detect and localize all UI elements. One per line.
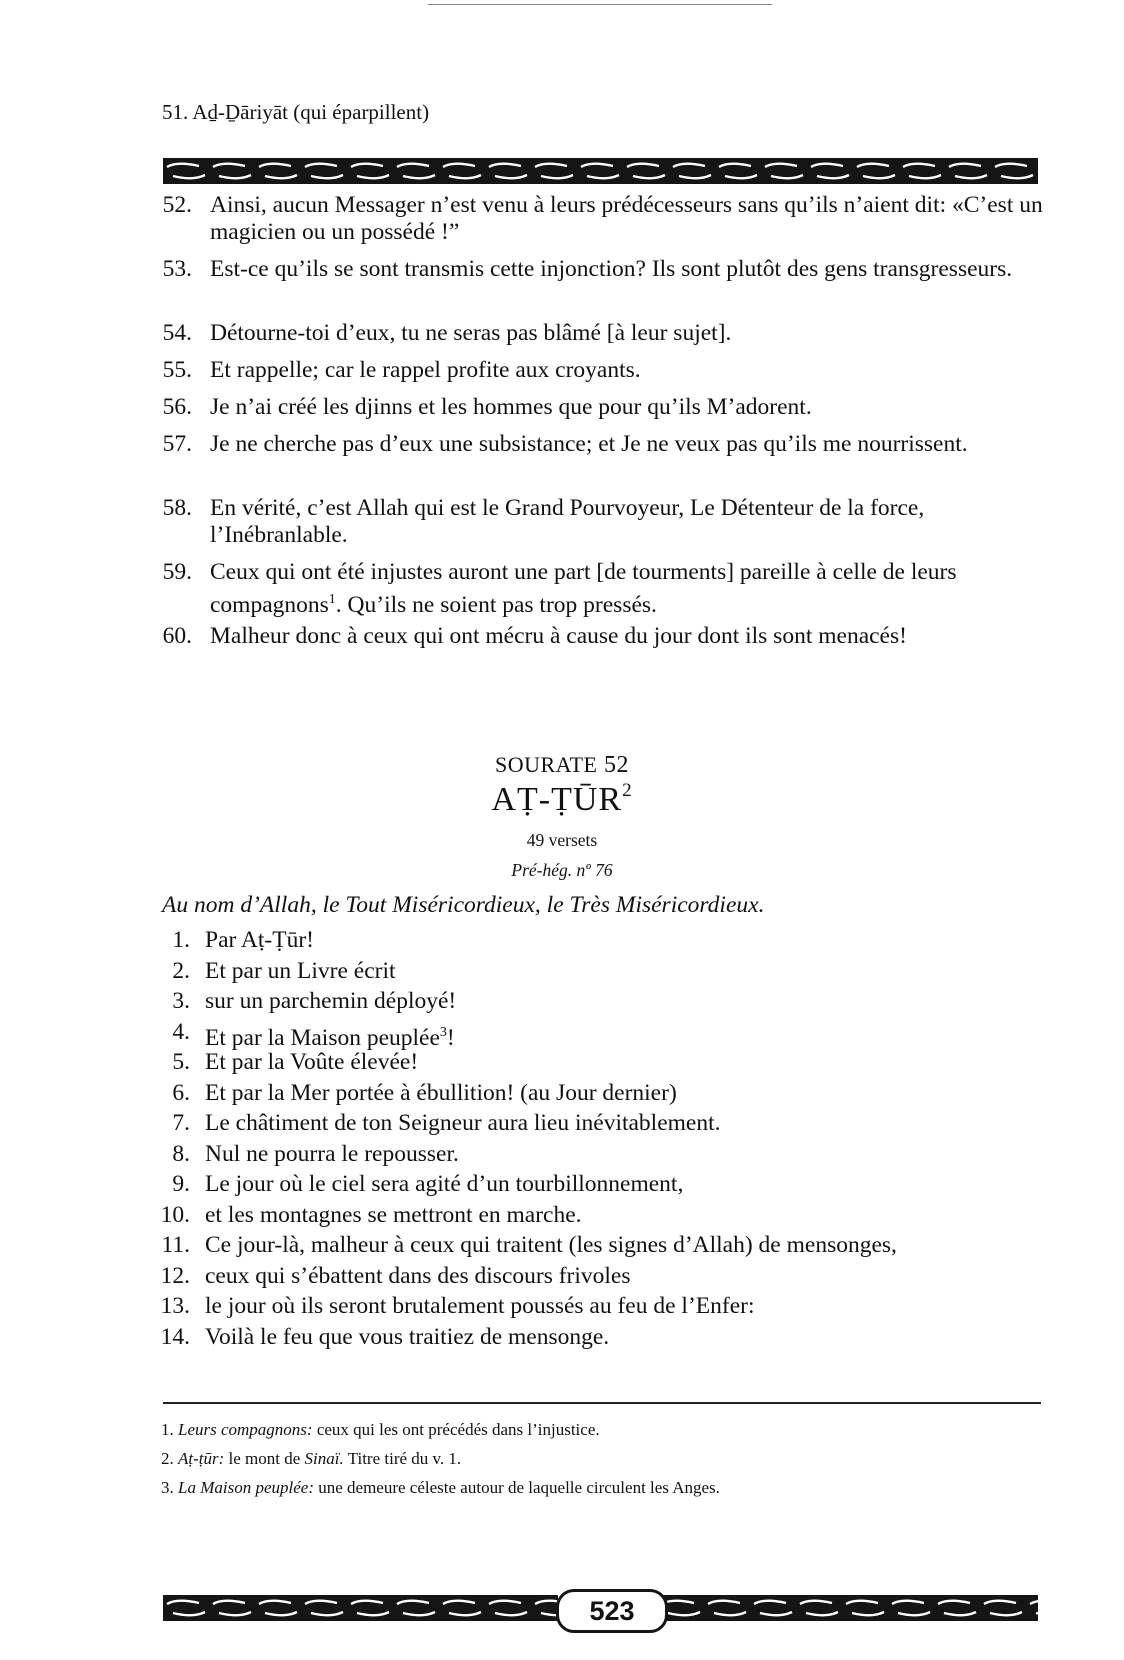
verse-52: 52. Ainsi, aucun Messager n’est venu à leurs prédécesseurs sans qu’ils n’aient dit: «C’est un magicien ou un possédé !” bbox=[162, 192, 1043, 245]
verse-5: 5. Et par la Voûte élevée! bbox=[172, 1049, 419, 1075]
verse-12: 12. ceux qui s’ébattent dans des discours frivoles bbox=[160, 1262, 631, 1289]
top-rule bbox=[428, 4, 772, 5]
footnote-2-text-end: Titre tiré du v. 1. bbox=[343, 1449, 462, 1468]
footnote-2-term2: Sinaï. bbox=[304, 1449, 344, 1468]
verse-59-text-end: . Qu’ils ne soient pas trop pressés. bbox=[335, 592, 657, 618]
footnote-rule bbox=[163, 1402, 1041, 1404]
verse-4-text-end: ! bbox=[446, 1024, 455, 1051]
footnote-3: 3. La Maison peuplée: une demeure céleste autour de laquelle circulent les Anges. bbox=[161, 1478, 720, 1497]
footnote-3-text: une demeure céleste autour de laquelle circulent les Anges. bbox=[313, 1478, 720, 1497]
verse-9: 9. Le jour où le ciel sera agité d’un tourbillonnement, bbox=[172, 1171, 684, 1197]
ornament-pattern bbox=[163, 1595, 558, 1621]
verse-54: 54. Détourne-toi d’eux, tu ne seras pas blâmé [à leur sujet]. bbox=[162, 320, 732, 346]
footnotes bbox=[161, 1415, 720, 1502]
verse-2: 2. Et par un Livre écrit bbox=[172, 957, 396, 984]
footnote-2-text: le mont de bbox=[224, 1449, 305, 1468]
verse-55: 55. Et rappelle; car le rappel profite aux croyants. bbox=[162, 357, 641, 383]
verse-10: 10. et les montagnes se mettront en marche. bbox=[160, 1201, 582, 1228]
basmala: Au nom d’Allah, le Tout Miséricordieux, le Très Miséricordieux. bbox=[162, 892, 765, 918]
ornament-pattern bbox=[163, 158, 1038, 184]
page-number: 523 bbox=[556, 1589, 668, 1633]
verse-59-text: Ceux qui ont été injustes auront une part [de tourments] pareille à celle de leurs compagnons bbox=[210, 559, 957, 618]
verse-6: 6. Et par la Mer portée à ébullition! (au Jour dernier) bbox=[172, 1079, 677, 1106]
verse-3: 3. sur un parchemin déployé! bbox=[172, 988, 457, 1014]
chronology-note: Pré-hég. nº 76 bbox=[511, 860, 613, 880]
footnote-ref-2: 2 bbox=[622, 780, 633, 801]
verse-59: 59. Ceux qui ont été injustes auront une part [de tourments] pareille à celle de leurs compagnons$^1$. Qu’ils ne soient pas trop pressés. bbox=[162, 559, 957, 618]
verse-58: 58. En vérité, c’est Allah qui est le Grand Pourvoyeur, Le Détenteur de la force, l’Inébranlable. bbox=[162, 495, 925, 548]
footnote-ref-3: 3 bbox=[439, 1024, 447, 1040]
footnote-ref-1: 1 bbox=[328, 592, 336, 607]
verses-sourate-52 bbox=[0, 927, 1124, 1354]
sourate-title-text: AṬ-ṬŪR bbox=[491, 781, 623, 818]
verse-1: 1. Par Aṭ-Ṭūr! bbox=[172, 927, 314, 953]
running-head: 51. Aḏ-Ḏāriyāt (qui éparpillent) bbox=[162, 100, 430, 124]
ornament-band-top bbox=[163, 158, 1038, 184]
footnote-1-text: ceux qui les ont précédés dans l’injustice. bbox=[312, 1420, 600, 1439]
verse-11: 11. Ce jour-là, malheur à ceux qui traitent (les signes d’Allah) de mensonges, bbox=[161, 1232, 897, 1258]
verse-4: 4. Et par la Maison peuplée$^3$! bbox=[172, 1018, 455, 1051]
verse-60: 60. Malheur donc à ceux qui ont mécru à cause du jour dont ils sont menacés! bbox=[162, 623, 907, 649]
sourate-title bbox=[0, 780, 1124, 819]
footnote-2: 2. Aṭ-ṭūr: le mont de Sinaï. Titre tiré du v. 1. bbox=[161, 1449, 462, 1468]
footnote-1: 1. Leurs compagnons: ceux qui les ont précédés dans l’injustice. bbox=[161, 1420, 600, 1439]
verse-14: 14. Voilà le feu que vous traitiez de mensonge. bbox=[160, 1323, 610, 1350]
footnote-1-term: Leurs compagnons: bbox=[178, 1420, 313, 1439]
footnote-3-term: La Maison peuplée: bbox=[178, 1478, 314, 1497]
sourate-label: SOURATE bbox=[494, 752, 598, 777]
verse-4-text: Et par la Maison peuplée bbox=[205, 1024, 440, 1051]
verse-53: 53. Est-ce qu’ils se sont transmis cette injonction? Ils sont plutôt des gens transgresseurs. bbox=[162, 256, 1013, 282]
sourate-number: 52 bbox=[604, 752, 629, 778]
sourate-heading bbox=[0, 752, 1124, 779]
footnote-2-term: Aṭ-ṭūr: bbox=[178, 1449, 225, 1468]
verse-13: 13. le jour où ils seront brutalement poussés au feu de l’Enfer: bbox=[160, 1293, 755, 1319]
verse-7: 7. Le châtiment de ton Seigneur aura lieu inévitablement. bbox=[172, 1110, 721, 1136]
ornament-pattern bbox=[658, 1595, 1038, 1621]
verse-57: 57. Je ne cherche pas d’eux une subsistance; et Je ne veux pas qu’ils me nourrissent. bbox=[162, 431, 968, 457]
verses-sourate-51 bbox=[0, 192, 1124, 687]
verse-8: 8. Nul ne pourra le repousser. bbox=[172, 1140, 459, 1167]
ornament-band-bottom-right bbox=[658, 1595, 1038, 1621]
verse-count: 49 versets bbox=[526, 830, 598, 850]
ornament-band-bottom-left bbox=[163, 1595, 558, 1621]
verse-56: 56. Je n’ai créé les djinns et les hommes que pour qu’ils M’adorent. bbox=[162, 394, 812, 420]
